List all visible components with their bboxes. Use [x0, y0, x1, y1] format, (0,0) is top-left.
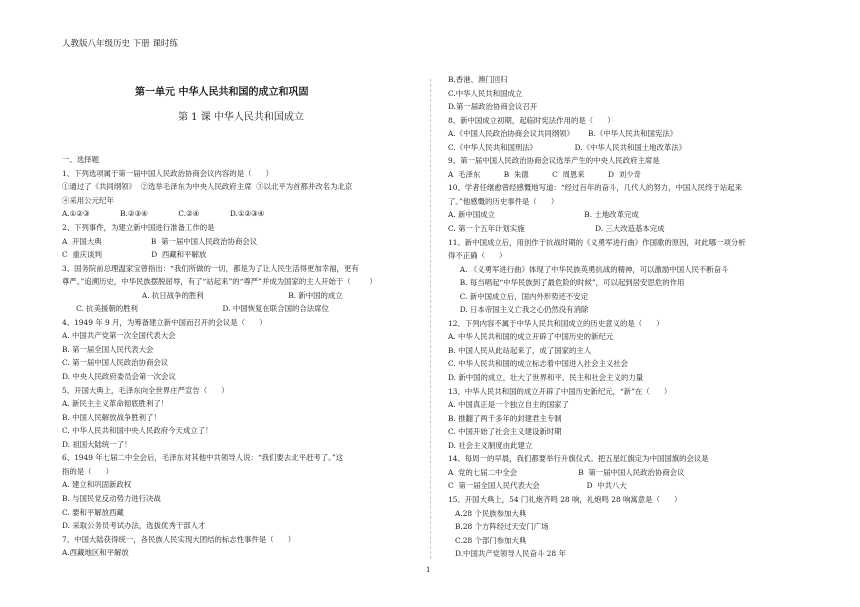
text-line: 12、下列内容不属于中华人民共和国成立的历史意义的是（ ）	[448, 318, 664, 328]
text-line: A 毛泽东 B 朱德 C 周恩来 D 刘少奇	[448, 169, 641, 179]
text-line: B. 推翻了两千多年的封建君主专制	[448, 413, 562, 423]
text-line: ①通过了《共同纲领》 ②选举毛泽东为中央人民政府主席 ③以北平为首都并改名为北京	[62, 182, 353, 192]
text-line: 3、国务院前总理温家宝曾指出：“我们所做的一切，都是为了让人民生活得更加幸福，更有	[62, 263, 359, 273]
text-line: 指的是（ ）	[62, 466, 114, 476]
text-line: C.中华人民共和国成立	[448, 88, 523, 98]
text-line: 6、1949 年七届二中全会后，毛泽东对其他中共领导人说：“我们要去北平赶考了。”这	[62, 453, 344, 463]
text-line: 得不正确（ ）	[448, 251, 507, 261]
text-line: 13、中华人民共和国的成立开辟了中国历史新纪元，“新”在（ ）	[448, 386, 672, 396]
left-column	[62, 72, 422, 560]
text-line: A. 抗日战争的胜利 B. 新中国的成立	[62, 290, 343, 300]
text-line: B. 每当唱起“中华民族到了最危险的时候”，可以起到居安思危的作用	[448, 278, 685, 288]
text-line: A.28 个民族参加大典	[448, 508, 527, 518]
text-line: 15、开国大典上，54 门礼炮齐鸣 28 响，礼炮鸣 28 响寓意是（ ）	[448, 494, 682, 504]
text-line: D. 采取公务员考试办法，选拔优秀干部人才	[62, 521, 206, 531]
text-line: B. 第一届全国人民代表大会	[62, 344, 154, 354]
right-column	[448, 73, 828, 561]
text-line: D.中国共产党领导人民奋斗 28 年	[448, 549, 566, 559]
text-line: A. 中国共产党第一次全国代表大会	[62, 331, 176, 341]
text-line: B. 中国人民解放战争胜利了！	[62, 412, 161, 422]
page-header: 人教版八年级历史 下册 课时练	[62, 39, 178, 49]
text-line: 8、新中国成立初期，起临时宪法作用的是（ ）	[448, 115, 615, 125]
text-line: C. 中华人民共和国中央人民政府今天成立了！	[62, 426, 213, 436]
text-line: B.香港、澳门回归	[448, 75, 508, 84]
text-line: A.西藏地区和平解放	[62, 548, 129, 558]
text-line: C. 中国开始了社会主义建设新时期	[448, 427, 562, 437]
text-line: 1、下列选项属于第一届中国人民政治协商会议内容的是（ ）	[62, 168, 273, 178]
text-line: 10、学者任继愈曾经感慨地写道：“经过百年的奋斗，几代人的努力，中国人民终于站起来	[448, 183, 743, 193]
lesson-title: 第 1 课 中华人民共和国成立	[178, 112, 304, 123]
text-line: D. 祖国大陆统一了！	[62, 439, 132, 449]
text-line: C. 第一届中国人民政治协商会议	[62, 358, 169, 368]
text-line: C. 抗美援朝的胜利 D. 中国恢复在联合国的合法席位	[62, 304, 329, 314]
text-line: 尊严。”追溯历史，中华民族摆脱屈辱，有了“站起来”的“尊严”并成为国家的主人开始于（ ）	[62, 277, 377, 287]
text-line: B.28 个方阵经过天安门广场	[448, 522, 549, 532]
text-line: A. 中国真正是一个独立自主的国家了	[448, 400, 569, 410]
unit-title: 第一单元 中华人民共和国的成立和巩固	[135, 87, 309, 98]
text-line: B. 中国人民从此站起来了，成了国家的主人	[448, 345, 592, 355]
text-line: 5、开国大典上，毛泽东向全世界庄严宣告（ ）	[62, 385, 229, 395]
text-line: A 党的七届二中全会 B 第一届中国人民政治协商会议	[448, 467, 685, 477]
text-line: 一、选择题	[62, 155, 99, 165]
text-line: A. 新中国成立 B. 土地改革完成	[448, 210, 639, 220]
text-line: C.28 个部门参加大典	[448, 535, 527, 545]
page-number: 1	[426, 566, 431, 574]
text-line: ④采用公元纪年	[62, 195, 114, 205]
text-line: A. 中华人民共和国的成立开辟了中国历史的新纪元	[448, 332, 614, 342]
text-line: D. 中央人民政府委员会第一次会议	[62, 372, 176, 382]
text-line: 9、第一届中国人民政治协商会议选举产生的中央人民政府主席是	[448, 156, 660, 166]
text-line: D. 新中国的成立，壮大了世界和平、民主和社会主义的力量	[448, 373, 644, 383]
text-line: B. 与国民党反动势力进行决战	[62, 493, 161, 503]
text-line: C.《中华人民共和国刑法》 D.《中华人民共和国土地改革法》	[448, 142, 687, 152]
text-line: C. 第一个五年计划实施 D. 三大改造基本完成	[448, 224, 665, 234]
text-line: C 第一届全国人民代表大会 D 中共八大	[448, 481, 627, 491]
text-line: D.第一届政治协商会议召开	[448, 102, 538, 112]
text-line: A. 《义勇军进行曲》体现了中华民族英勇抗战的精神，可以激励中国人民不断奋斗	[448, 264, 729, 274]
text-line: 11、新中国成立后，用创作于抗战时期的《义勇军进行曲》作国歌的原因，对此哪一项分析	[448, 237, 746, 247]
text-line: 了。”他感慨的历史事件是（ ）	[448, 196, 559, 206]
text-line: A. 新民主主义革命彻底胜利了！	[62, 399, 169, 409]
text-line: 14、每周一的早晨，我们都要举行升旗仪式。把五星红旗定为中国国旗的会议是	[448, 454, 709, 464]
text-line: C. 新中国成立后，国内外形势还不安定	[448, 291, 589, 301]
text-line: D. 日本帝国主义亡我之心仍然没有消除	[448, 305, 589, 315]
spacer	[62, 140, 422, 154]
text-line: C. 要和平解放西藏	[62, 507, 124, 517]
text-line: A.《中国人民政治协商会议共同纲领》 B.《中华人民共和国宪法》	[448, 129, 678, 139]
text-line: A. 建立和巩固新政权	[62, 480, 132, 490]
spacer	[62, 126, 422, 140]
center-fold-line	[430, 79, 431, 559]
text-line: 2、下列事件，为建立新中国进行准备工作的是	[62, 223, 215, 233]
text-line: D. 社会主义制度由此建立	[448, 440, 533, 450]
text-line: A.①②③ B.②③④ C.②④ D.①②③④	[62, 209, 265, 219]
text-line: A 开国大典 B 第一届中国人民政治协商会议	[62, 236, 258, 246]
text-line: C 重庆谈判 D 西藏和平解放	[62, 250, 207, 260]
text-line: 7、中国大陆获得统一，各民族人民实现大团结的标志性事件是（ ）	[62, 534, 296, 544]
text-line: 4、1949 年 9 月，为筹备建立新中国而召开的会议是（ ）	[62, 317, 267, 327]
text-line: C. 中华人民共和国的成立标志着中国进入社会主义社会	[448, 359, 629, 369]
